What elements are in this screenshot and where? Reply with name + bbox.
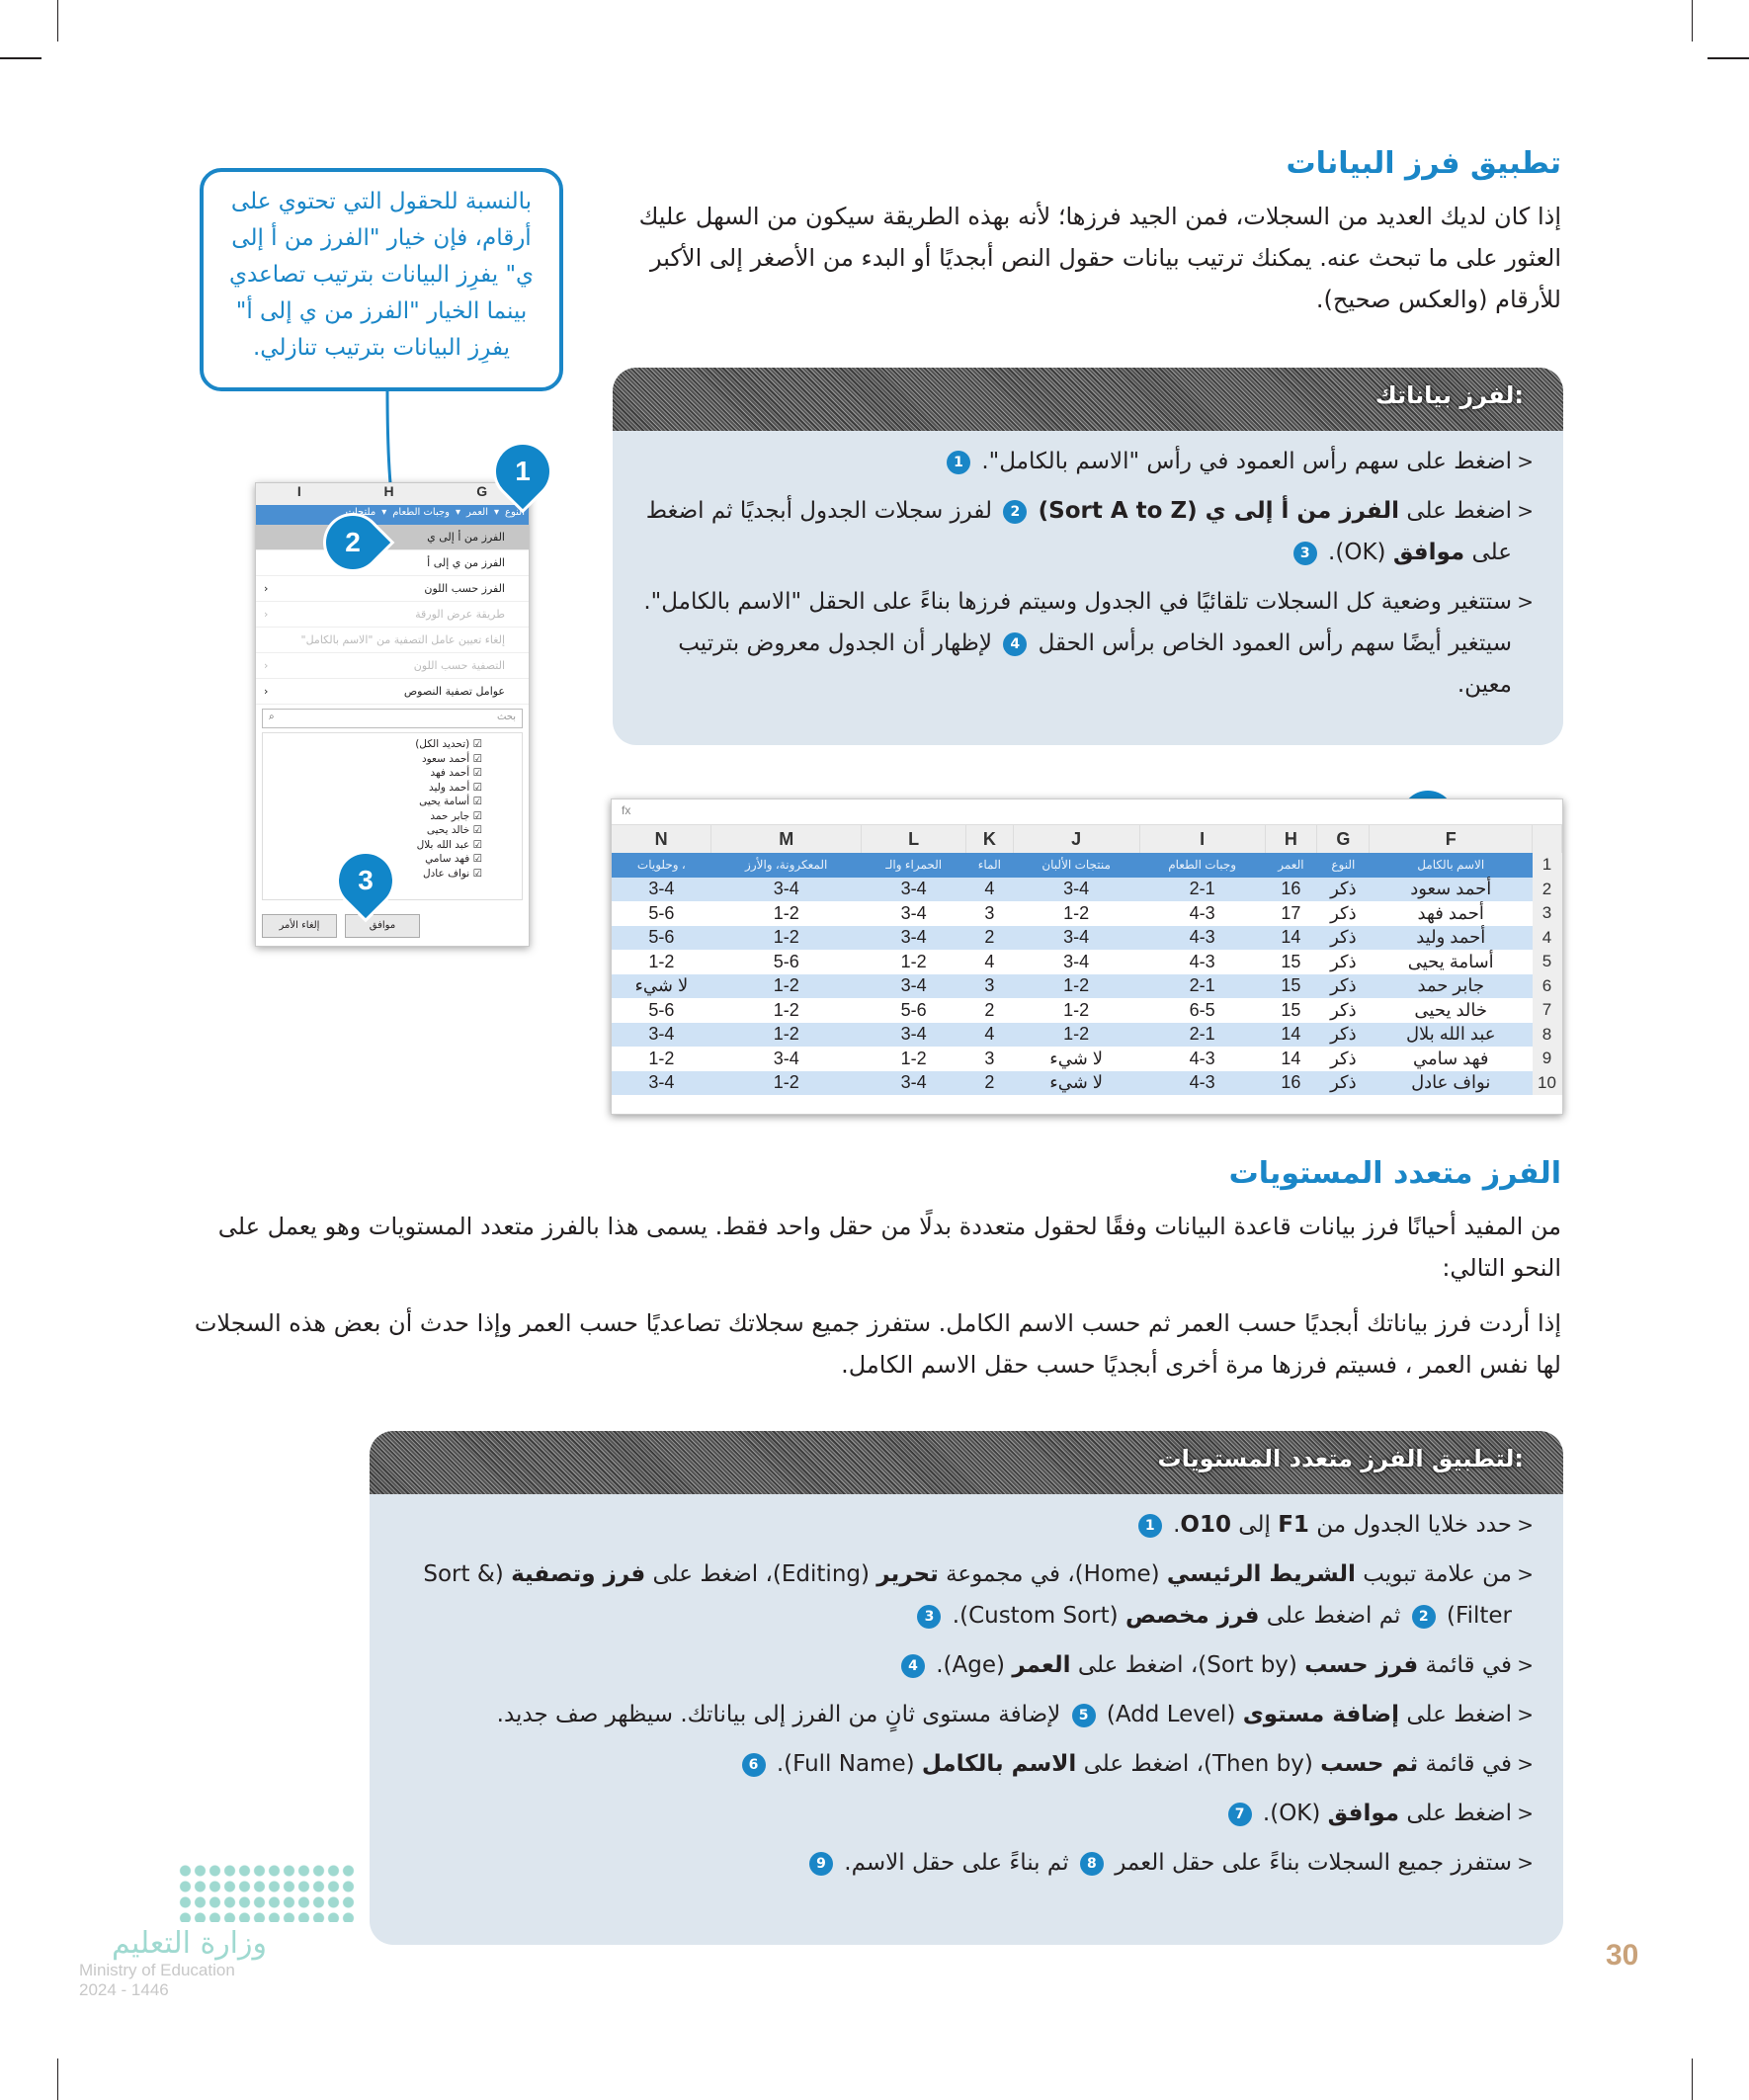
- logo-dots-icon: [178, 1863, 356, 1922]
- chevron-left-icon: ‹: [264, 582, 269, 595]
- logo-arabic-text: وزارة التعليم: [111, 1926, 267, 1961]
- step-item: < في قائمة ثم حسب (Then by)، اضغط على الاسم بالكامل (Full Name). 6: [389, 1743, 1534, 1785]
- filter-checkbox-item[interactable]: ☑ جابر حمد: [267, 809, 482, 824]
- step-number-badge: 8: [1080, 1852, 1104, 1876]
- table-row: 9 فهد سامي ذكر 14 4-3 لا شيء 3 1-2 3-4 1-2: [612, 1047, 1562, 1071]
- step-item: < اضغط على إضافة مستوى (Add Level) 5 لإضافة مستوى ثانٍ من الفرز إلى بياناتك. سيظهر صف جديد.: [389, 1694, 1534, 1735]
- header-red-meat[interactable]: الحمراء والـ: [862, 853, 966, 878]
- filter-checkbox-item[interactable]: ☑ أحمد فهد: [267, 766, 482, 781]
- filter-checkbox-item[interactable]: ☑ عبد الله بلال: [267, 838, 482, 853]
- step-item: < حدد خلايا الجدول من F1 إلى O10. 1: [389, 1504, 1534, 1546]
- step-item: < من علامة تبويب الشريط الرئيسي (Home)، في مجموعة تحرير (Editing)، اضغط على فرز وتصفية (Sort & Filter) 2 ثم اضغط على فرز مخصص (Custom Sort). 3: [389, 1554, 1534, 1637]
- instructions-box-sort: [613, 368, 1563, 745]
- crop-mark: [0, 57, 42, 59]
- crop-mark: [57, 2058, 58, 2100]
- page-number: 30: [1606, 1939, 1639, 1972]
- step-number-badge: 3: [917, 1605, 941, 1629]
- section-title-multilevel-sort: الفرز متعدد المستويات: [1228, 1156, 1561, 1191]
- table-row: 8 عبد الله بلال ذكر 14 2-1 1-2 4 3-4 1-2 3-4: [612, 1023, 1562, 1048]
- table-row: 6 جابر حمد ذكر 15 2-1 1-2 3 3-4 1-2 لا شيء: [612, 974, 1562, 999]
- menu-item-sheet-view[interactable]: طريقة عرض الورقة ‹: [256, 602, 529, 628]
- steps-list: [370, 1494, 1563, 1901]
- step-number-badge: 3: [1293, 542, 1317, 565]
- header-full-name[interactable]: الاسم بالكامل: [1370, 853, 1533, 878]
- step-item: < ستتغير وضعية كل السجلات تلقائيًا في الجدول وسيتم فرزها بناءً على الحقل "الاسم بالكامل". سيتغير أيضًا سهم رأس العمود الخاص برأس الحقل 4 لإظهار أن الجدول معروض بترتيب معين.: [632, 581, 1534, 706]
- crop-mark: [1692, 2058, 1693, 2100]
- instructions-box-header: [370, 1431, 1563, 1494]
- header-sweets[interactable]: ، وحلويات: [612, 853, 711, 878]
- step-item: < ستفرز جميع السجلات بناءً على حقل العمر 8 ثم بناءً على حقل الاسم. 9: [389, 1842, 1534, 1884]
- column-letters: G H I: [256, 483, 529, 505]
- header-meals[interactable]: وجبات الطعام: [1139, 853, 1265, 878]
- marker-pin-1: 1: [485, 434, 560, 509]
- data-table: [612, 825, 1562, 1095]
- step-number-badge: 4: [901, 1654, 925, 1678]
- menu-item-text-filters[interactable]: عوامل تصفية النصوص ‹: [256, 679, 529, 705]
- search-icon: ⌕: [269, 712, 275, 722]
- field-header[interactable]: وجبات الطعام: [392, 507, 450, 518]
- table-row: 4 أحمد وليد ذكر 14 4-3 3-4 2 3-4 1-2 5-6: [612, 926, 1562, 951]
- tip-callout-text: بالنسبة للحقول التي تحتوي على أرقام، فإن خيار "الفرز من أ إلى ي" يفرِز البيانات بترتيب تصاعدي بينما الخيار "الفرز من ي إلى أ" يفرِز البيانات بترتيب تنازلي.: [228, 189, 535, 361]
- table-header-row: 1 الاسم بالكامل النوع العمر وجبات الطعام منتجات الألبان الماء الحمراء والـ المعكرونة، والأرز ، وحلويات: [612, 853, 1562, 878]
- instructions-box-heading: لتطبيق الفرز متعدد المستويات:: [1157, 1445, 1524, 1472]
- filter-checkbox-item[interactable]: ☑ أحمد وليد: [267, 781, 482, 796]
- filter-checkbox-item[interactable]: ☑ خالد يحيى: [267, 823, 482, 838]
- header-gender[interactable]: النوع: [1317, 853, 1370, 878]
- chevron-left-icon: ‹: [264, 659, 269, 672]
- ministry-logo: [79, 1863, 356, 2000]
- step-item: < اضغط على سهم رأس العمود في رأس "الاسم بالكامل". 1: [632, 441, 1534, 482]
- crop-mark: [1692, 0, 1693, 42]
- steps-list: [613, 431, 1563, 723]
- header-age[interactable]: العمر: [1265, 853, 1317, 878]
- step-item: < في قائمة فرز حسب (Sort by)، اضغط على العمر (Age). 4: [389, 1644, 1534, 1686]
- section-title-sort-data: تطبيق فرز البيانات: [1286, 146, 1561, 181]
- header-water[interactable]: الماء: [966, 853, 1013, 878]
- menu-item-filter-by-color[interactable]: التصفية حسب اللون ‹: [256, 653, 529, 679]
- step-number-badge: 2: [1412, 1605, 1436, 1629]
- step-number-badge: 7: [1228, 1803, 1252, 1826]
- step-number-badge: 4: [1003, 632, 1027, 656]
- filter-checkbox-item[interactable]: ☑ أسامة يحيى: [267, 795, 482, 809]
- table-row: 7 خالد يحيى ذكر 15 6-5 1-2 2 5-6 1-2 5-6: [612, 998, 1562, 1023]
- menu-buttons: [262, 914, 420, 938]
- step-number-badge: 2: [1003, 500, 1027, 524]
- menu-item-clear-filter[interactable]: إلغاء تعيين عامل التصفية من "الاسم بالكامل": [256, 628, 529, 653]
- table-row: 2 أحمد سعود ذكر 16 2-1 3-4 4 3-4 3-4 3-4: [612, 878, 1562, 902]
- instructions-box-header: [613, 368, 1563, 431]
- spreadsheet-screenshot: [611, 798, 1563, 1115]
- logo-year: 2024 - 1446: [79, 1980, 169, 1999]
- instructions-box-heading: لفرز بياناتك:: [1374, 381, 1524, 409]
- field-header-row: النوع ▾ العمر ▾ وجبات الطعام ▾ ملتجات: [256, 505, 529, 525]
- menu-item-sort-z-to-a[interactable]: الفرز من ي إلى أ: [256, 550, 529, 576]
- field-header[interactable]: النوع: [505, 507, 525, 518]
- chevron-left-icon: ‹: [264, 608, 269, 621]
- filter-checkbox-item[interactable]: ☑ فهد سامي: [267, 852, 482, 867]
- step-item: < اضغط على الفرز من أ إلى ي (Sort A to Z) 2 لفرز سجلات الجدول أبجديًا ثم اضغط على موافق (OK). 3: [632, 490, 1534, 573]
- instructions-box-multilevel: [370, 1431, 1563, 1945]
- crop-mark: [57, 0, 58, 42]
- filter-checkbox-item[interactable]: ☑ (تحديد الكل): [267, 737, 482, 752]
- field-header[interactable]: العمر: [466, 507, 488, 518]
- chevron-left-icon: ‹: [264, 685, 269, 698]
- step-number-badge: 6: [742, 1753, 766, 1777]
- tip-callout: [200, 168, 563, 391]
- ok-button[interactable]: موافق: [345, 914, 420, 938]
- step-number-badge: 9: [809, 1852, 833, 1876]
- table-row: 5 أسامة يحيى ذكر 15 4-3 3-4 4 1-2 5-6 1-2: [612, 950, 1562, 974]
- step-number-badge: 1: [947, 451, 970, 474]
- marker-pin-2: 2: [315, 505, 390, 580]
- step-number-badge: 1: [1138, 1514, 1162, 1538]
- filter-search-input[interactable]: بحث ⌕: [262, 709, 523, 728]
- filter-checkbox-item[interactable]: ☑ أحمد سعود: [267, 752, 482, 767]
- menu-item-sort-a-to-z[interactable]: الفرز من أ إلى ي: [256, 525, 529, 550]
- multilevel-intro-paragraph: من المفيد أحيانًا فرز بيانات قاعدة البيانات وفقًا لحقول متعددة بدلًا من حقل واحد فقط. يسمى هذا بالفرز متعدد المستويات وهو يعمل على النحو التالي:: [217, 1213, 1561, 1282]
- step-item: < اضغط على موافق (OK). 7: [389, 1793, 1534, 1834]
- fx-icon: fx: [622, 803, 631, 817]
- crop-mark: [1707, 57, 1749, 59]
- column-letter-row: F G H I J K L M N: [612, 825, 1562, 853]
- filter-checkbox-item[interactable]: ☑ نواف عادل: [267, 867, 482, 882]
- field-header[interactable]: ملتجات: [345, 507, 376, 518]
- multilevel-example-paragraph: إذا أردت فرز بياناتك أبجديًا حسب العمر ثم حسب الاسم الكامل. ستفرز جميع سجلاتك تصاعديًا حسب العمر وإذا حدث أن بعض هذه السجلات لها نفس العمر ، فسيتم فرزها مرة أخرى أبجديًا حسب حقل الاسم الكامل.: [194, 1309, 1561, 1379]
- menu-item-sort-by-color[interactable]: الفرز حسب اللون ‹: [256, 576, 529, 602]
- step-number-badge: 5: [1072, 1704, 1096, 1727]
- section-intro-paragraph: إذا كان لديك العديد من السجلات، فمن الجيد فرزها؛ لأنه بهذه الطريقة سيكون من السهل عليك العثور على ما تبحث عنه. يمكنك ترتيب بيانات حقول النص أبجديًا أو البدء من الأصغر إلى الأكبر للأرقام (والعكس صحيح).: [638, 203, 1561, 313]
- logo-english-text: Ministry of Education: [79, 1961, 235, 1979]
- table-row: 10 نواف عادل ذكر 16 4-3 لا شيء 2 3-4 1-2 3-4: [612, 1071, 1562, 1096]
- table-row: 3 أحمد فهد ذكر 17 4-3 1-2 3 3-4 1-2 5-6: [612, 901, 1562, 926]
- marker-pin-3: 3: [328, 843, 403, 918]
- header-pasta-rice[interactable]: المعكرونة، والأرز: [711, 853, 862, 878]
- formula-bar[interactable]: [612, 799, 1562, 825]
- header-dairy[interactable]: منتجات الألبان: [1013, 853, 1139, 878]
- cancel-button[interactable]: إلغاء الأمر: [262, 914, 337, 938]
